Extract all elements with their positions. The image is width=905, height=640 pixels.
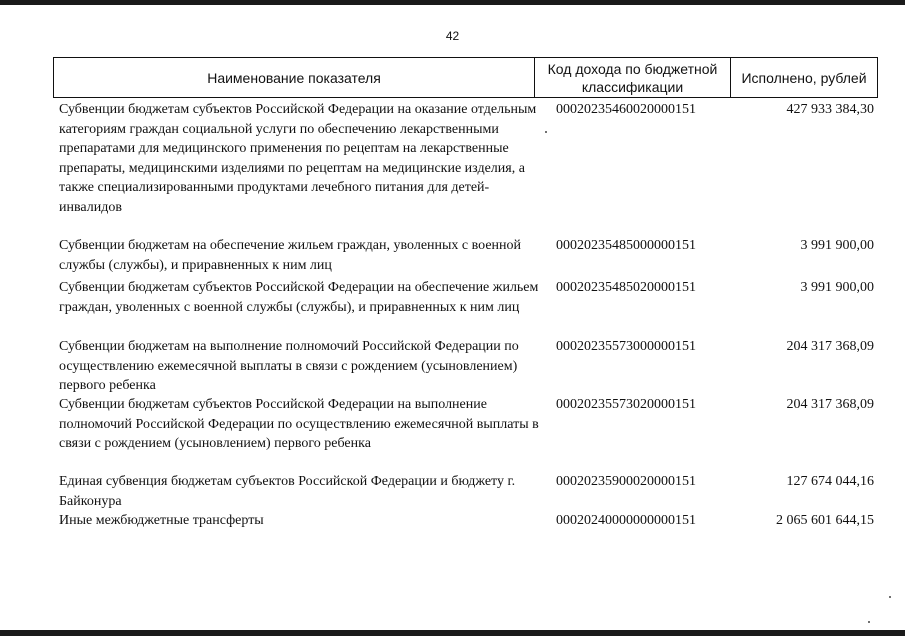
table-row — [59, 100, 874, 217]
row-code: 00020235573000000151 — [556, 339, 696, 354]
row-amount: 427 933 384,30 — [786, 102, 874, 117]
row-code: 00020235485000000151 — [556, 238, 696, 253]
row-amount: 3 991 900,00 — [800, 280, 874, 295]
scan-border-top — [0, 0, 905, 5]
row-name: Субвенции бюджетам на выполнение полномочий Российской Федерации по осуществлению ежемесячной выплаты в связи с рождением (усыновлением) первого ребенка — [59, 339, 519, 393]
header-amount: Исполнено, рублей — [741, 69, 867, 86]
header-name: Наименование показателя — [54, 58, 535, 97]
table-row — [59, 236, 874, 275]
row-amount: 3 991 900,00 — [800, 238, 874, 253]
row-name: Единая субвенция бюджетам субъектов Российской Федерации и бюджету г. Байконура — [59, 474, 516, 509]
scan-border-bottom — [0, 630, 905, 636]
header-code: Код дохода по бюджетной классификации — [535, 58, 731, 97]
row-code: 00020240000000000151 — [556, 513, 696, 528]
row-code: 00020235485020000151 — [556, 280, 696, 295]
table-row — [59, 511, 874, 531]
row-amount: 204 317 368,09 — [786, 339, 874, 354]
scan-speck — [545, 131, 547, 133]
table-row — [59, 395, 874, 454]
row-name: Субвенции бюджетам субъектов Российской Федерации на обеспечение жильем граждан, уволенных с военной службы (службы), и приравненных к ним лиц — [59, 280, 539, 315]
row-amount: 204 317 368,09 — [786, 397, 874, 412]
table-row — [59, 337, 874, 396]
table-row — [59, 278, 874, 317]
scan-speck — [889, 596, 891, 598]
row-name: Субвенции бюджетам субъектов Российской Федерации на оказание отдельным категориям граждан социальной услуги по обеспечению лекарственными препаратами для медицинского применения по рецептам на лекарственные препараты, медицинскими изделиями по рецептам на медицинские изделия, а также специализированными продуктами лечебного питания для детей-инвалидов — [59, 102, 537, 215]
table-header — [53, 57, 878, 98]
row-amount: 2 065 601 644,15 — [776, 513, 874, 528]
row-amount: 127 674 044,16 — [786, 474, 874, 489]
row-name: Субвенции бюджетам субъектов Российской Федерации на выполнение полномочий Российской Федерации по осуществлению ежемесячной выплаты в связи с рождением (усыновлением) первого ребенка — [59, 397, 539, 451]
scan-speck — [868, 621, 870, 623]
table-row — [59, 472, 874, 511]
row-code: 00020235900020000151 — [556, 474, 696, 489]
row-name: Иные межбюджетные трансферты — [59, 513, 264, 528]
row-name: Субвенции бюджетам на обеспечение жильем граждан, уволенных с военной службы (службы), и приравненных к ним лиц — [59, 238, 522, 273]
row-code: 00020235573020000151 — [556, 397, 696, 412]
page-number: 42 — [445, 29, 460, 43]
row-code: 00020235460020000151 — [556, 102, 696, 117]
